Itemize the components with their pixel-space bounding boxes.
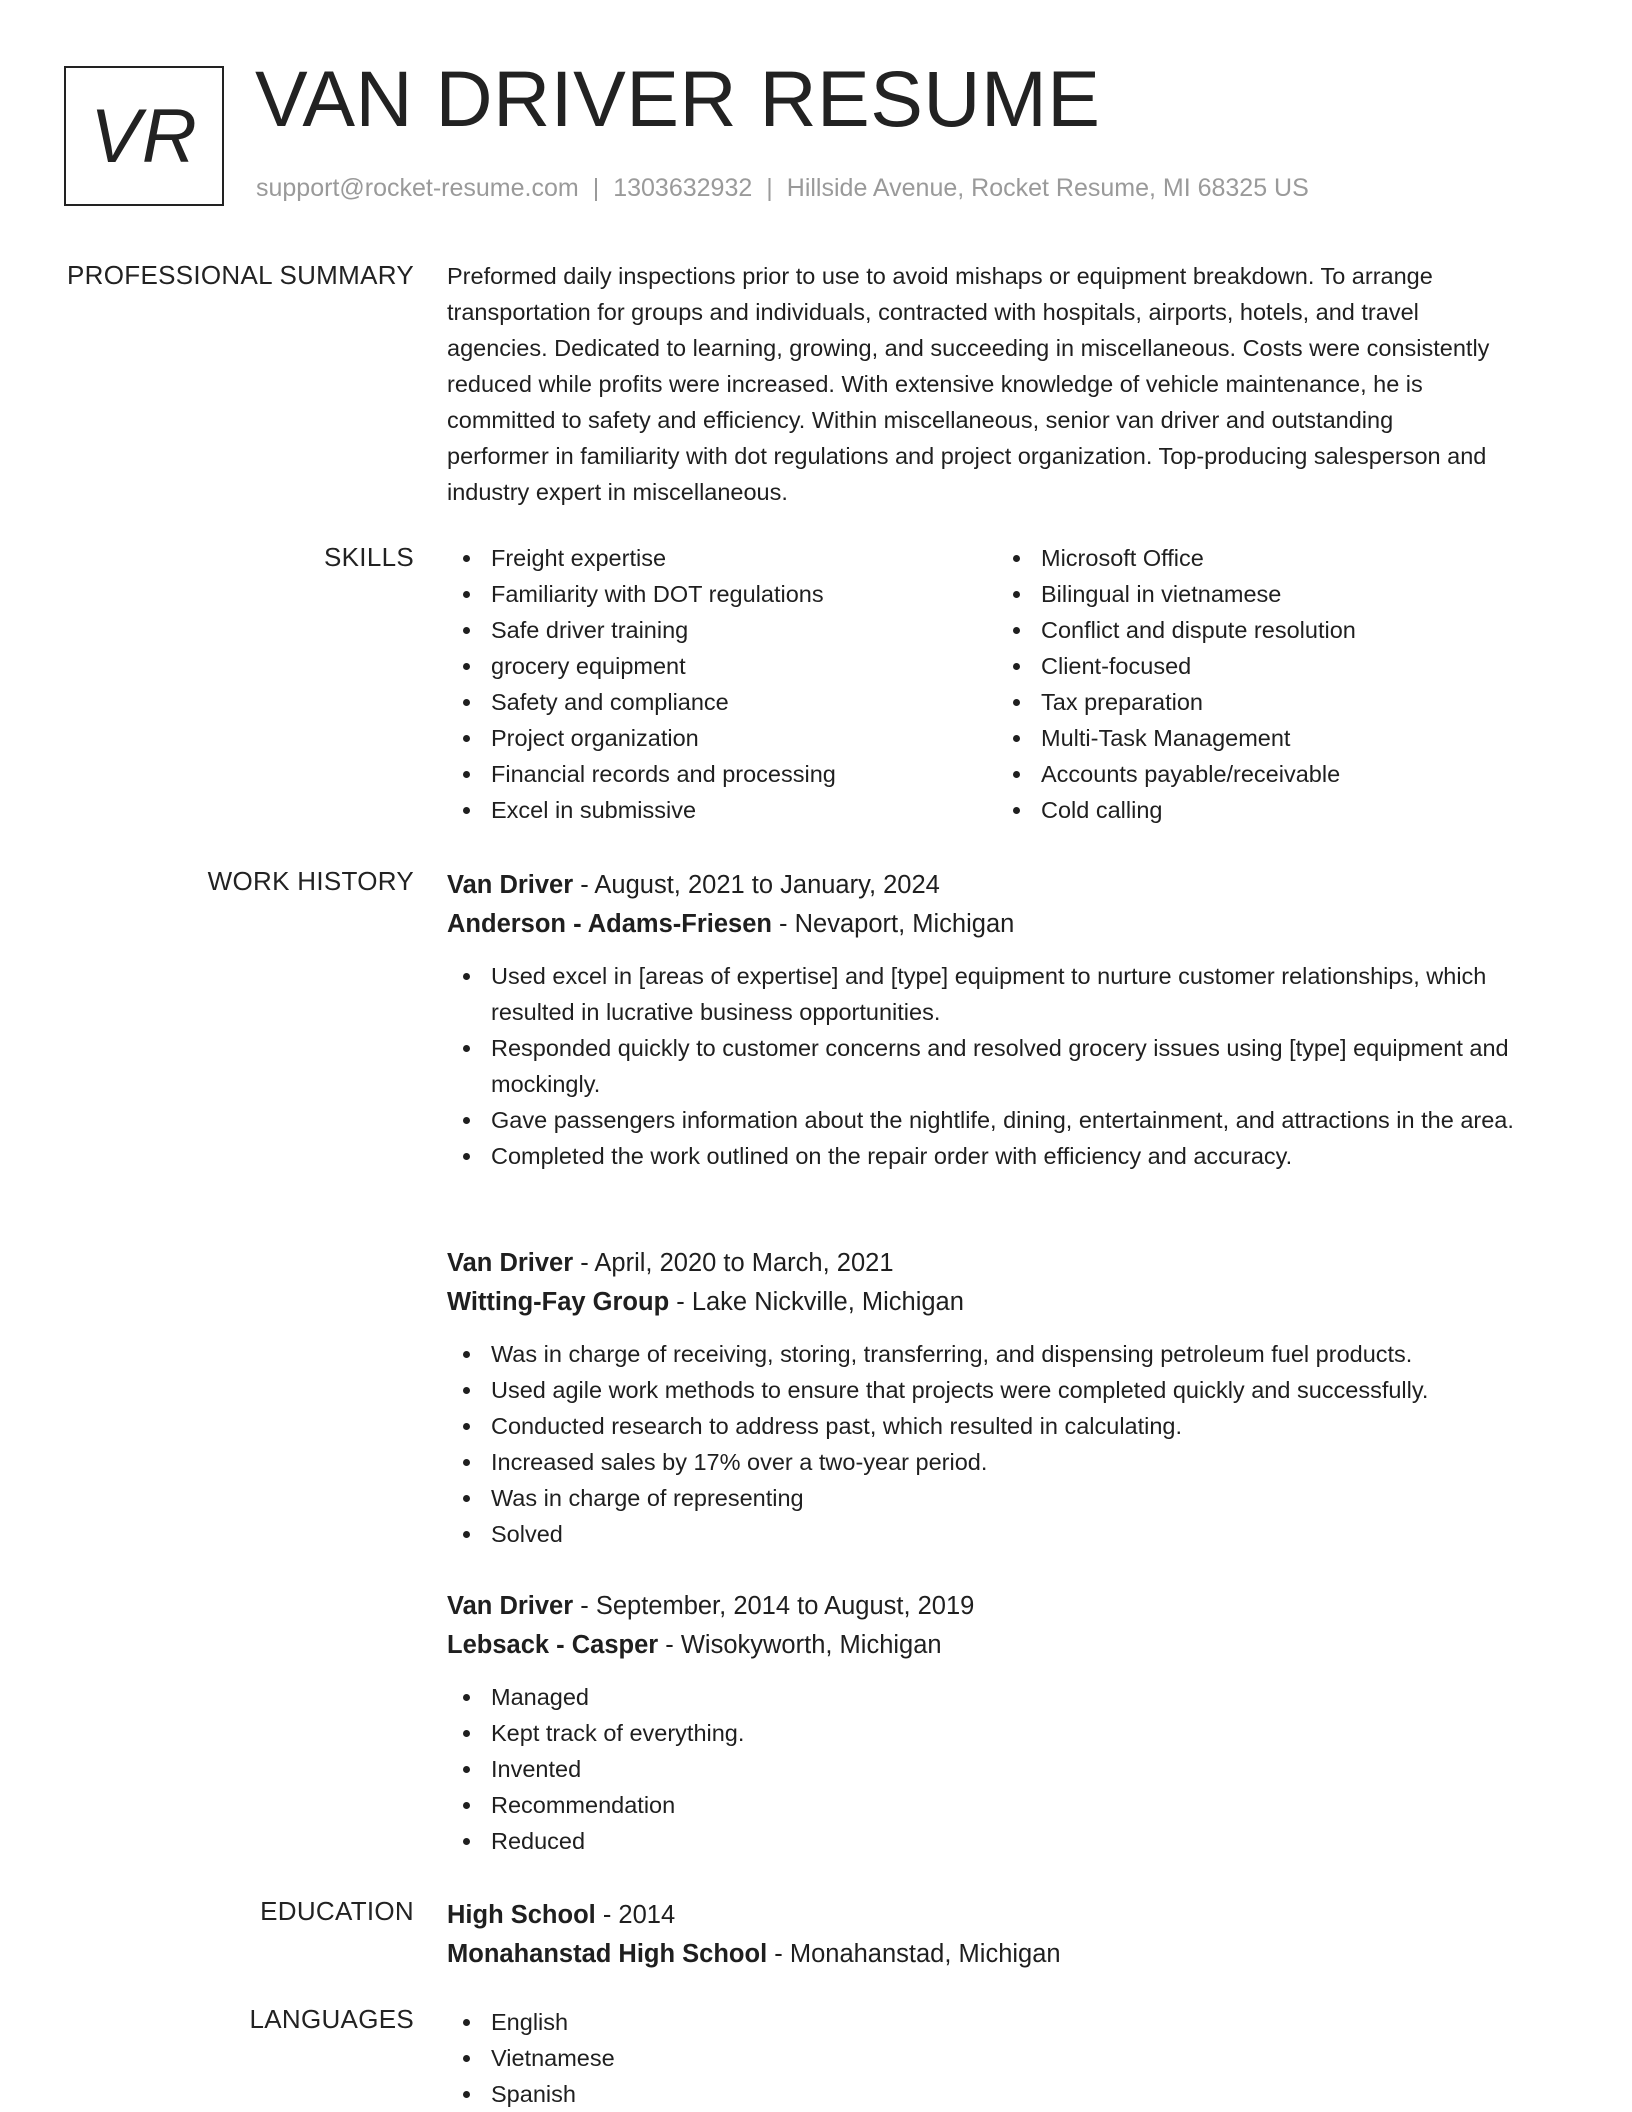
language-item: English <box>447 2004 1565 2040</box>
summary-body <box>447 258 1565 510</box>
skill-item: Excel in submissive <box>447 792 997 828</box>
job-company-line <box>447 1283 1565 1322</box>
job-title-line <box>447 1587 1565 1626</box>
languages-body <box>447 2004 1565 2112</box>
job-bullets <box>447 1679 1565 1859</box>
skill-item: Safety and compliance <box>447 684 997 720</box>
job-bullet: Used agile work methods to ensure that projects were completed quickly and successfully. <box>447 1372 1565 1408</box>
job-company: Lebsack - Casper <box>447 1631 659 1659</box>
contact-email[interactable]: support@rocket-resume.com <box>256 174 579 202</box>
languages-list <box>447 2004 1565 2112</box>
skill-item: Freight expertise <box>447 540 997 576</box>
monogram-logo: VR <box>64 66 224 206</box>
contact-address: Hillside Avenue, Rocket Resume, MI 68325 US <box>786 174 1309 202</box>
summary-line: reduced while profits were increased. With extensive knowledge of vehicle maintenance, he is <box>447 371 1423 397</box>
education-degree-line <box>447 1896 1565 1935</box>
job-location: - Lake Nickville, Michigan <box>669 1288 964 1316</box>
summary-line: committed to safety and efficiency. Within miscellaneous, senior van driver and outstanding <box>447 407 1394 433</box>
job-company-line <box>447 905 1565 944</box>
summary-line: Preformed daily inspections prior to use to avoid mishaps or equipment breakdown. To arrange <box>447 263 1433 289</box>
skill-item: Tax preparation <box>997 684 1547 720</box>
job-bullet: Was in charge of receiving, storing, transferring, and dispensing petroleum fuel products. <box>447 1336 1565 1372</box>
skill-item: Cold calling <box>997 792 1547 828</box>
job-bullet: Reduced <box>447 1823 1565 1859</box>
job-dates: - August, 2021 to January, 2024 <box>573 871 940 899</box>
language-item: Vietnamese <box>447 2040 1565 2076</box>
job-bullets <box>447 958 1565 1174</box>
skill-item: Financial records and processing <box>447 756 997 792</box>
education-year: - 2014 <box>595 1901 676 1929</box>
job-bullet: Responded quickly to customer concerns and resolved grocery issues using [type] equipment and mockingly. <box>447 1030 1565 1102</box>
skills-body <box>447 540 1565 828</box>
job-bullet: Conducted research to address past, which resulted in calculating. <box>447 1408 1565 1444</box>
skill-item: Accounts payable/receivable <box>997 756 1547 792</box>
skill-item: Project organization <box>447 720 997 756</box>
skill-item: Familiarity with DOT regulations <box>447 576 997 612</box>
summary-line: transportation for groups and individuals, contracted with hospitals, airports, hotels, and travel <box>447 299 1419 325</box>
job-bullet: Recommendation <box>447 1787 1565 1823</box>
job-bullet: Increased sales by 17% over a two-year period. <box>447 1444 1565 1480</box>
skill-item: Microsoft Office <box>997 540 1547 576</box>
job-bullet: Used excel in [areas of expertise] and [type] equipment to nurture customer relationships, which resulted in lucrative business opportunities. <box>447 958 1565 1030</box>
job-dates: - April, 2020 to March, 2021 <box>573 1249 894 1277</box>
job-entry <box>447 866 1565 1174</box>
job-bullet: Solved <box>447 1516 1565 1552</box>
job-title: Van Driver <box>447 871 574 899</box>
education-school-line <box>447 1935 1565 1974</box>
job-company-line <box>447 1626 1565 1665</box>
skills-list-right <box>997 540 1547 828</box>
section-heading-languages: LANGUAGES <box>249 2004 414 2034</box>
skill-item: Multi-Task Management <box>997 720 1547 756</box>
education-body <box>447 1896 1565 1974</box>
job-title: Van Driver <box>447 1592 574 1620</box>
job-bullet: Managed <box>447 1679 1565 1715</box>
skill-item: Conflict and dispute resolution <box>997 612 1547 648</box>
education-school: Monahanstad High School <box>447 1940 768 1968</box>
job-bullet: Was in charge of representing <box>447 1480 1565 1516</box>
job-entry <box>447 1587 1565 1859</box>
job-bullet: Invented <box>447 1751 1565 1787</box>
job-bullet: Completed the work outlined on the repair order with efficiency and accuracy. <box>447 1138 1565 1174</box>
job-company: Witting-Fay Group <box>447 1288 670 1316</box>
section-heading-education: EDUCATION <box>260 1896 414 1926</box>
job-company: Anderson - Adams-Friesen <box>447 910 772 938</box>
job-entry <box>447 1244 1565 1552</box>
contact-phone[interactable]: 1303632932 <box>613 174 753 202</box>
job-location: - Wisokyworth, Michigan <box>658 1631 942 1659</box>
skills-list-left <box>447 540 997 828</box>
contact-line <box>256 174 1309 203</box>
job-bullet: Kept track of everything. <box>447 1715 1565 1751</box>
job-bullets <box>447 1336 1565 1552</box>
skill-item: Bilingual in vietnamese <box>997 576 1547 612</box>
education-degree: High School <box>447 1901 596 1929</box>
resume-title: VAN DRIVER RESUME <box>255 54 1101 143</box>
contact-separator: | <box>592 174 600 202</box>
job-title-line <box>447 1244 1565 1283</box>
job-title-line <box>447 866 1565 905</box>
job-dates: - September, 2014 to August, 2019 <box>573 1592 975 1620</box>
language-item: Spanish <box>447 2076 1565 2112</box>
section-heading-summary: PROFESSIONAL SUMMARY <box>67 260 414 290</box>
summary-line: agencies. Dedicated to learning, growing, and succeeding in miscellaneous. Costs were consistently <box>447 335 1490 361</box>
summary-line: industry expert in miscellaneous. <box>447 479 788 505</box>
contact-separator: | <box>766 174 773 202</box>
summary-text <box>447 258 1565 510</box>
skill-item: grocery equipment <box>447 648 997 684</box>
job-title: Van Driver <box>447 1249 574 1277</box>
job-bullet: Gave passengers information about the nightlife, dining, entertainment, and attractions in the area. <box>447 1102 1565 1138</box>
education-location: - Monahanstad, Michigan <box>767 1940 1061 1968</box>
skill-item: Safe driver training <box>447 612 997 648</box>
section-heading-work-history: WORK HISTORY <box>207 866 414 896</box>
section-heading-skills: SKILLS <box>324 542 414 572</box>
skill-item: Client-focused <box>997 648 1547 684</box>
job-location: - Nevaport, Michigan <box>771 910 1015 938</box>
skills-columns <box>447 540 1565 828</box>
summary-line: performer in familiarity with dot regulations and project organization. Top-producing salesperson and <box>447 443 1487 469</box>
